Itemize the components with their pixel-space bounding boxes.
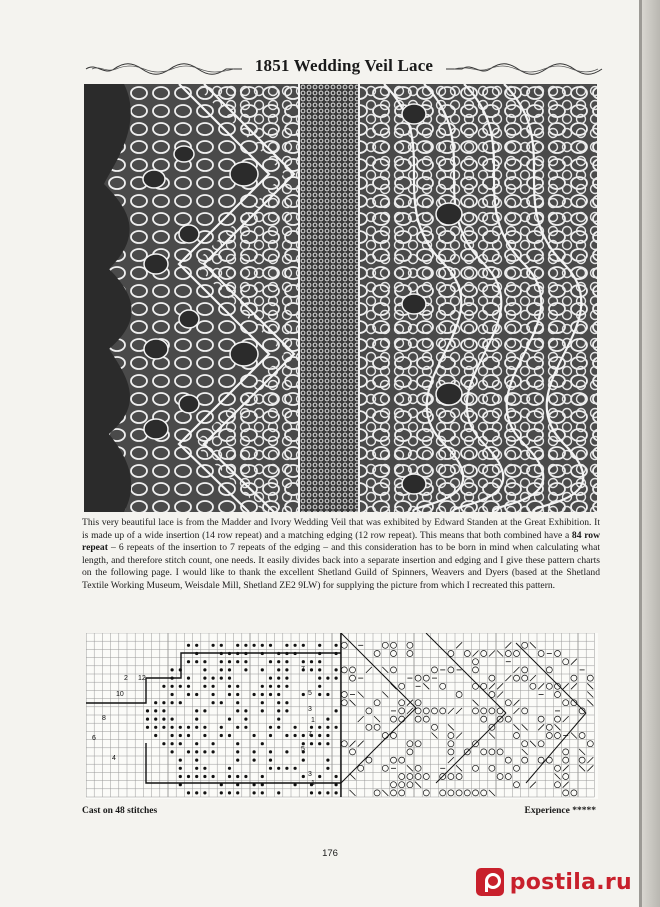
watermark-text: postila.ru: [509, 869, 632, 895]
chart-row-number: 1: [311, 717, 315, 724]
chart-row-number: 12: [138, 675, 146, 682]
chart-row-number: 3: [308, 771, 312, 778]
chart-row-number: 6: [92, 735, 96, 742]
cast-on-label: Cast on 48 stitches: [82, 806, 158, 816]
chart-row-number: 4: [112, 755, 116, 762]
description-bold-repeat: 84 row repeat: [82, 529, 601, 554]
page-title: 1851 Wedding Veil Lace: [254, 56, 434, 75]
page-number: 176: [322, 848, 338, 859]
knitting-chart: [86, 633, 598, 799]
flourish-right-icon: [444, 60, 604, 78]
chart-row-number: 10: [116, 691, 124, 698]
lace-photograph: [84, 84, 597, 512]
title-row: [84, 54, 604, 84]
chart-row-number: 8: [102, 715, 106, 722]
description-text-2: – 6 repeats of the insertion to 7 repeats of the edging – and this consideration has to be born in mind when calculating what length, and therefore stitch count, one needs. It easily divides back into a separate insertion and edging and I give these pattern charts on the following page. I would like to thank the excellent Shetland Guild of Spinners, Weavers and Dyers (based at the Shetland Textile Working Museum, Weisdale Mill, Shetland ZE2 9LW) for supplying the picture from which I recreated this pattern.: [82, 542, 600, 591]
chart-row-number: 2: [124, 675, 128, 682]
chart-gridlines: [86, 633, 594, 797]
chart-row-number: 5: [301, 746, 305, 753]
page-edge: [642, 0, 660, 907]
chart-row-number: 5: [308, 690, 312, 697]
chart-row-number: 3: [308, 706, 312, 713]
chart-row-number: 7: [308, 731, 312, 738]
lace-photo-image: [84, 84, 597, 512]
postila-logo-icon: [476, 868, 504, 896]
description-paragraph: [82, 517, 600, 593]
chart-row-number: 1: [311, 780, 315, 787]
chart-row-number: 7: [301, 666, 305, 673]
watermark: [476, 866, 632, 898]
description-text-1: This very beautiful lace is from the Madder and Ivory Wedding Veil that was exhibited by Edward Standen at the Great Exhibition. It is made up of a wide insertion (14 row repeat) and a matching edging (12 row repeat). This means that both combined have a: [82, 517, 600, 541]
knitting-chart-grid: [86, 633, 598, 799]
experience-rating: Experience *****: [524, 806, 596, 816]
